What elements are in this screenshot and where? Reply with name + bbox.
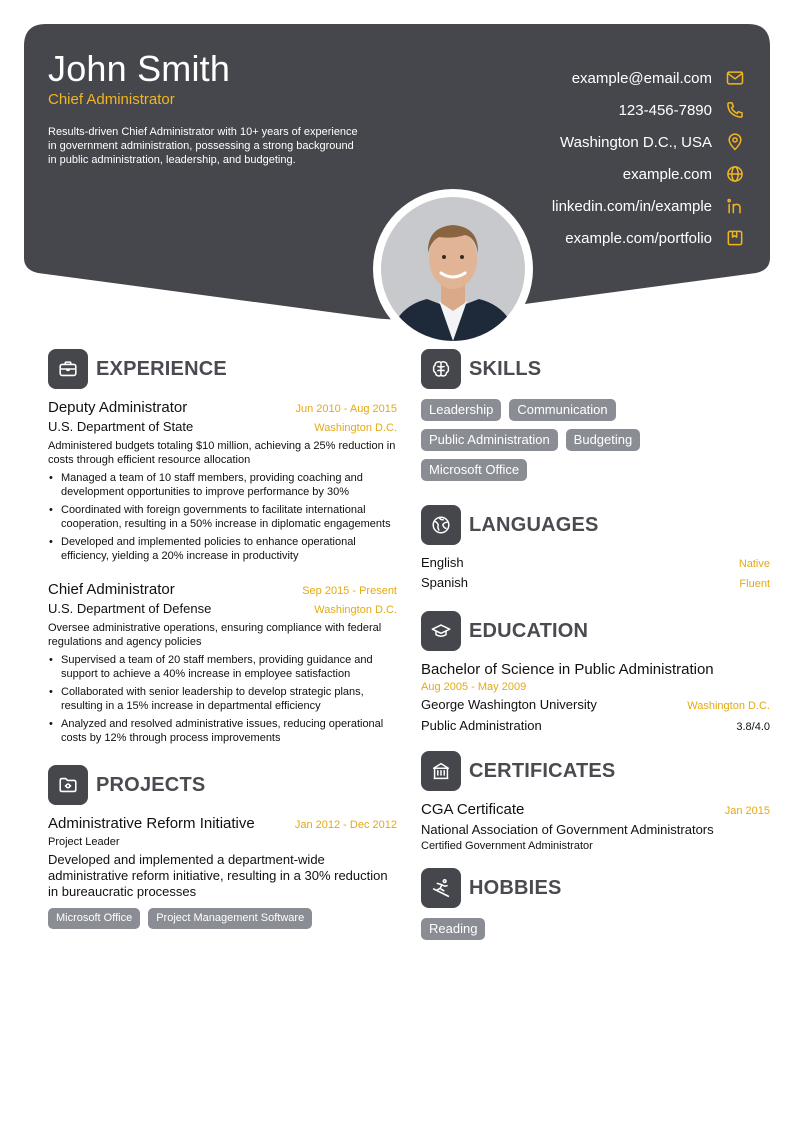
job-entry bbox=[48, 399, 397, 563]
contact-location bbox=[446, 126, 746, 158]
skills-header bbox=[421, 349, 770, 389]
location-pin-icon bbox=[724, 131, 746, 153]
certificate-date: Jan 2015 bbox=[724, 805, 770, 817]
projects-title: PROJECTS bbox=[96, 773, 206, 796]
certificate-name: CGA Certificate bbox=[421, 801, 525, 818]
contact-linkedin-text[interactable]: linkedin.com/in/example bbox=[551, 197, 712, 215]
education-gpa: 3.8/4.0 bbox=[736, 721, 770, 733]
job-bullet: • Managed a team of 10 staff members, providing coaching and development opportunities to improve performance by 30% bbox=[48, 471, 397, 499]
contact-website-text[interactable]: example.com bbox=[622, 165, 712, 183]
skill-tag: Budgeting bbox=[566, 429, 641, 451]
project-tag: Project Management Software bbox=[148, 908, 312, 929]
experience-title: EXPERIENCE bbox=[96, 357, 227, 380]
language-name: English bbox=[421, 555, 464, 570]
job-title: Chief Administrator bbox=[48, 581, 175, 598]
skill-tag: Communication bbox=[509, 399, 615, 421]
language-level: Native bbox=[738, 558, 770, 570]
skill-tag: Public Administration bbox=[421, 429, 558, 451]
hobby-tags bbox=[421, 918, 770, 948]
job-dates: Jun 2010 - Aug 2015 bbox=[295, 403, 397, 415]
projects-header bbox=[48, 765, 397, 805]
job-description: Oversee administrative operations, ensuring compliance with federal regulations and agency policies bbox=[48, 622, 382, 648]
contact-email-text[interactable]: example@email.com bbox=[571, 69, 712, 87]
certificate-detail: Certified Government Administrator bbox=[421, 840, 593, 852]
skill-tag: Leadership bbox=[421, 399, 501, 421]
job-dates: Sep 2015 - Present bbox=[302, 585, 397, 597]
job-location: Washington D.C. bbox=[314, 422, 397, 434]
project-title: Administrative Reform Initiative bbox=[48, 815, 255, 832]
phone-icon bbox=[724, 99, 746, 121]
job-organization: U.S. Department of State bbox=[48, 419, 194, 434]
education-title: EDUCATION bbox=[469, 619, 589, 642]
project-role: Project Leader bbox=[48, 836, 120, 848]
language-name: Spanish bbox=[421, 575, 468, 590]
hobbies-header bbox=[421, 868, 770, 908]
job-bullet: • Supervised a team of 20 staff members, providing guidance and support to achieve a 40% increase in employee satisfaction bbox=[48, 653, 397, 681]
job-description: Administered budgets totaling $10 million, achieving a 25% reduction in costs through efficient resource allocation bbox=[48, 440, 396, 466]
institution-icon bbox=[421, 751, 461, 791]
skills-title: SKILLS bbox=[469, 357, 542, 380]
language-entry bbox=[421, 575, 770, 595]
certificates-title: CERTIFICATES bbox=[469, 759, 616, 782]
education-dates: Aug 2005 - May 2009 bbox=[421, 681, 527, 693]
briefcase-icon bbox=[48, 349, 88, 389]
job-bullets bbox=[48, 653, 397, 745]
certificates-header bbox=[421, 751, 770, 791]
languages-title: LANGUAGES bbox=[469, 513, 599, 536]
language-entry bbox=[421, 555, 770, 575]
contact-phone[interactable] bbox=[446, 94, 746, 126]
skiing-icon bbox=[421, 868, 461, 908]
skill-tags bbox=[421, 399, 681, 489]
education-entry bbox=[421, 661, 770, 733]
job-organization: U.S. Department of Defense bbox=[48, 601, 212, 616]
project-dates: Jan 2012 - Dec 2012 bbox=[294, 819, 397, 831]
bookmark-icon bbox=[724, 227, 746, 249]
candidate-role: Chief Administrator bbox=[48, 91, 175, 108]
contact-portfolio-text[interactable]: example.com/portfolio bbox=[565, 229, 712, 247]
globe-icon bbox=[724, 163, 746, 185]
job-bullet: • Collaborated with senior leadership to develop strategic plans, resulting in a 15% increase in departmental efficiency bbox=[48, 685, 397, 713]
hobbies-title: HOBBIES bbox=[469, 876, 562, 899]
profile-photo bbox=[373, 189, 533, 349]
right-column bbox=[421, 349, 770, 948]
job-bullets bbox=[48, 471, 397, 563]
job-bullet: • Coordinated with foreign governments to facilitate international cooperation, resulting in a 50% increase in diplomatic engagements bbox=[48, 503, 397, 531]
mail-icon bbox=[724, 67, 746, 89]
hobby-tag: Reading bbox=[421, 918, 485, 940]
project-entry bbox=[48, 815, 397, 937]
education-field: Public Administration bbox=[421, 718, 542, 733]
education-header bbox=[421, 611, 770, 651]
education-location: Washington D.C. bbox=[687, 700, 770, 712]
project-tags bbox=[48, 908, 397, 937]
education-degree: Bachelor of Science in Public Administration bbox=[421, 661, 714, 678]
candidate-name: John Smith bbox=[48, 48, 231, 89]
job-entry bbox=[48, 581, 397, 745]
skill-tag: Microsoft Office bbox=[421, 459, 527, 481]
contact-email[interactable] bbox=[446, 62, 746, 94]
language-level: Fluent bbox=[739, 578, 770, 590]
graduation-cap-icon bbox=[421, 611, 461, 651]
brain-icon bbox=[421, 349, 461, 389]
languages-header bbox=[421, 505, 770, 545]
job-bullet: • Analyzed and resolved administrative issues, reducing operational costs by 12% through process improvements bbox=[48, 717, 397, 745]
languages-globe-icon bbox=[421, 505, 461, 545]
linkedin-icon bbox=[724, 195, 746, 217]
profile-summary: Results-driven Chief Administrator with 10+ years of experience in government administration, possessing a strong background in public administration, leadership, and budgeting. bbox=[48, 126, 358, 166]
education-school: George Washington University bbox=[421, 697, 597, 712]
folder-icon bbox=[48, 765, 88, 805]
job-title: Deputy Administrator bbox=[48, 399, 188, 416]
project-description: Developed and implemented a department-wide administrative reform initiative, resulting in a 30% reduction in bureaucratic processes bbox=[48, 852, 388, 899]
left-column bbox=[48, 349, 397, 937]
contact-location-text: Washington D.C., USA bbox=[560, 133, 712, 151]
contact-phone-text[interactable]: 123-456-7890 bbox=[618, 101, 712, 119]
contact-website[interactable] bbox=[446, 158, 746, 190]
project-tag: Microsoft Office bbox=[48, 908, 140, 929]
certificate-entry bbox=[421, 801, 770, 852]
job-location: Washington D.C. bbox=[314, 604, 397, 616]
experience-header bbox=[48, 349, 397, 389]
certificate-issuer: National Association of Government Administrators bbox=[421, 822, 714, 837]
job-bullet: • Developed and implemented policies to enhance operational efficiency, yielding a 20% increase in productivity bbox=[48, 535, 397, 563]
